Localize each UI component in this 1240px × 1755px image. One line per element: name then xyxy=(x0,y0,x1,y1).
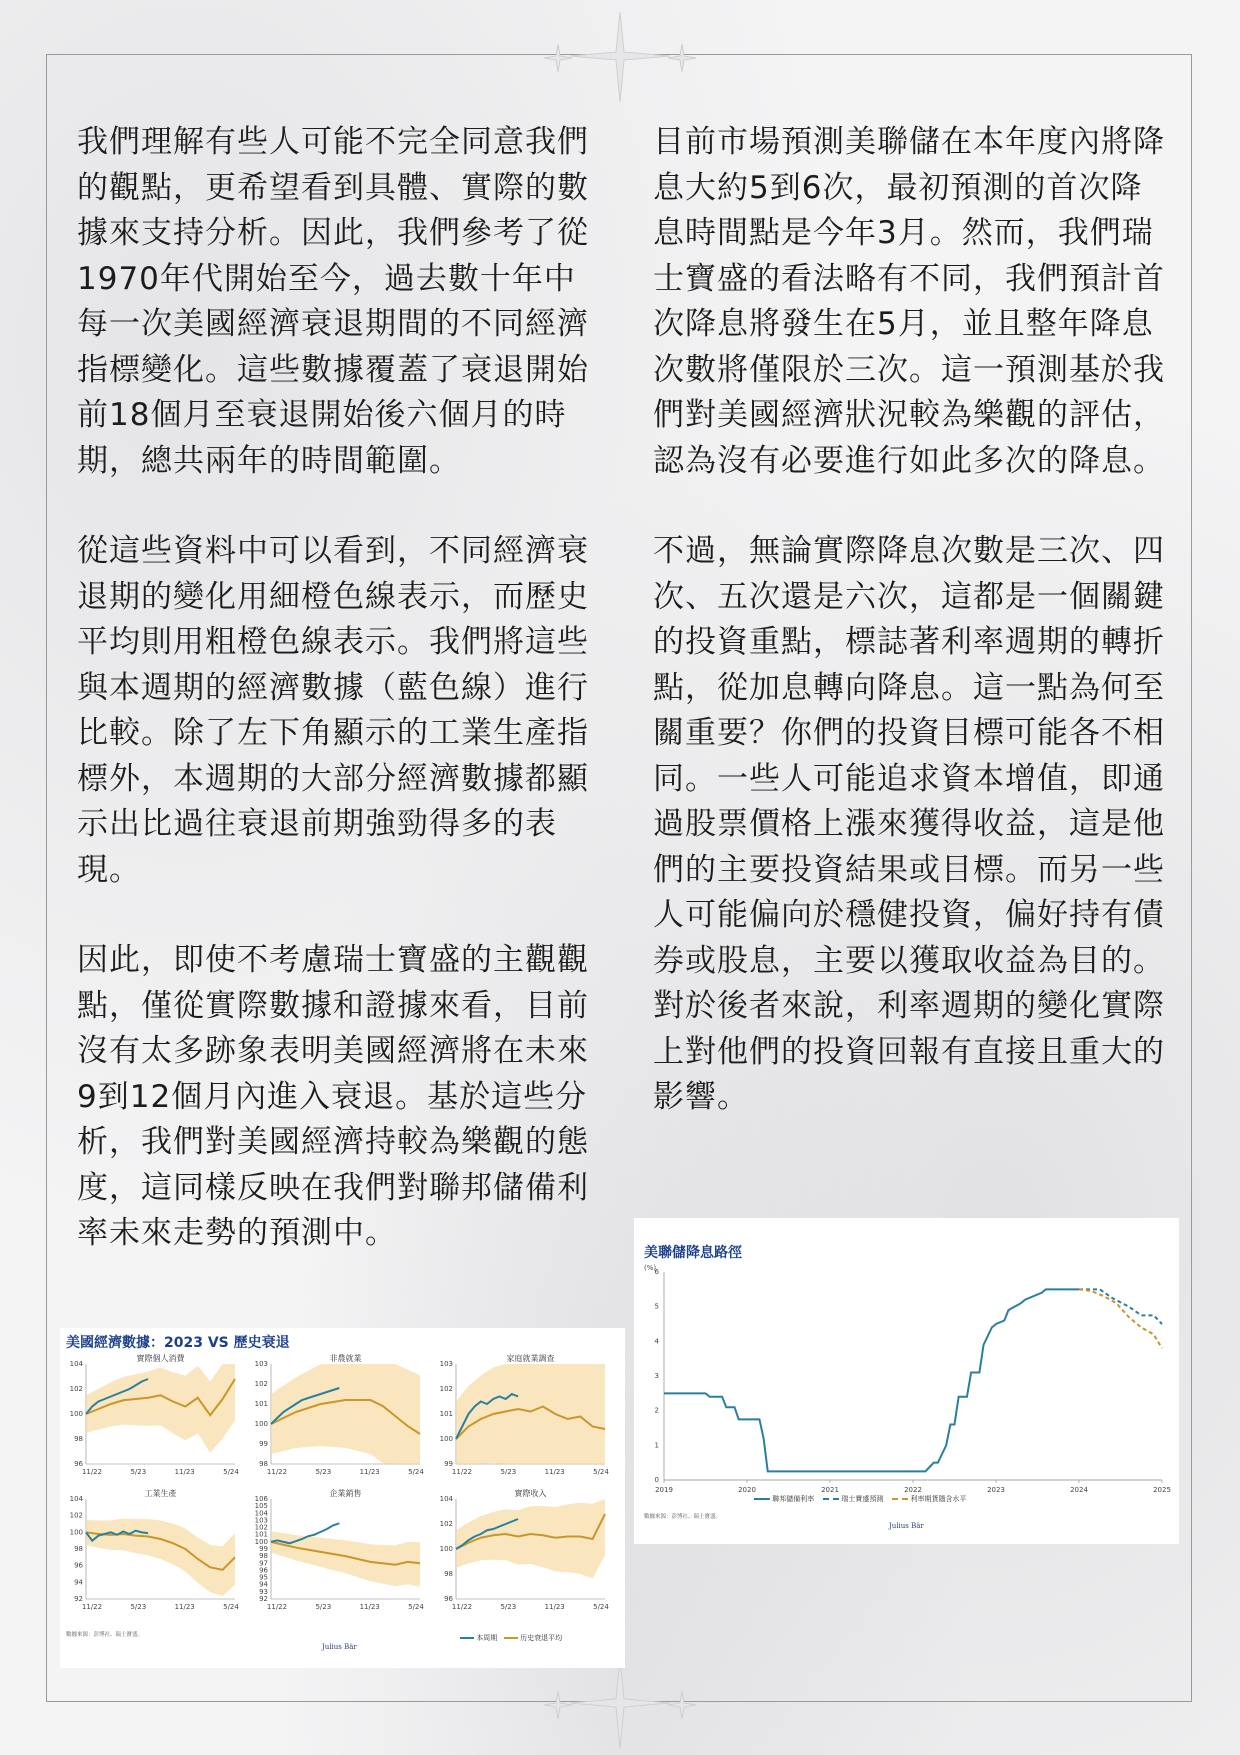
y-tick-label: 99 xyxy=(444,1460,453,1468)
paragraph: 目前市場預測美聯儲在本年度內將降息大約5到6次，最初預測的首次降息時間點是今年3月。然而，我們瑞士寶盛的看法略有不同，我們預計首次降息將發生在5月，並且整年降息次數將僅限於三次。這一預測基於我們對美國經濟狀況較為樂觀的評估，認為沒有必要進行如此多次的降息。 xyxy=(653,124,1165,479)
x-tick-label: 5/24 xyxy=(593,1468,609,1476)
y-tick-label: 93 xyxy=(259,1587,268,1596)
y-tick-label: 100 xyxy=(69,1410,83,1418)
x-tick-label: 2020 xyxy=(738,1486,756,1494)
fed-path-chart xyxy=(634,1262,1179,1512)
legend-item: 本周期 xyxy=(476,1634,498,1642)
y-tick-label: 3 xyxy=(654,1372,659,1380)
y-tick-label: 104 xyxy=(69,1495,83,1503)
julius-baer-logo: Julius Bär xyxy=(889,1522,924,1530)
y-tick-label: 103 xyxy=(254,1360,268,1368)
x-tick-label: 5/24 xyxy=(408,1603,424,1611)
x-tick-label: 2023 xyxy=(987,1486,1005,1494)
x-tick-label: 11/23 xyxy=(544,1603,565,1611)
y-tick-label: 102 xyxy=(69,1511,83,1520)
y-tick-label: 98 xyxy=(444,1570,453,1578)
y-tick-label: 100 xyxy=(439,1435,453,1443)
panel-title: 家庭就業調查 xyxy=(506,1354,555,1363)
x-tick-label: 2024 xyxy=(1070,1486,1088,1494)
y-tick-label: 102 xyxy=(254,1523,268,1532)
economic-panels-chart xyxy=(60,1352,625,1652)
y-tick-label: 102 xyxy=(439,1385,453,1393)
panel xyxy=(255,1488,425,1611)
series-line-fed-rate xyxy=(664,1289,1079,1471)
panel-title: 工業生產 xyxy=(144,1489,177,1498)
y-tick-label: 105 xyxy=(254,1502,268,1511)
x-tick-label: 5/24 xyxy=(223,1603,239,1611)
y-tick-label: 100 xyxy=(69,1528,83,1537)
legend-item: 聯邦儲備利率 xyxy=(772,1495,815,1503)
y-tick-label: 92 xyxy=(74,1595,83,1603)
y-tick-label: 0 xyxy=(654,1476,659,1484)
y-tick-label: 97 xyxy=(259,1559,268,1568)
legend-item: 利率期貨隱含水平 xyxy=(910,1495,967,1503)
x-tick-label: 11/22 xyxy=(266,1468,288,1476)
panel xyxy=(255,1353,425,1476)
panel xyxy=(440,1488,610,1611)
panel xyxy=(70,1353,240,1476)
y-tick-label: 99 xyxy=(259,1440,268,1448)
series-line-futures-implied xyxy=(1079,1289,1162,1348)
x-tick-label: 11/22 xyxy=(451,1603,473,1611)
left-column xyxy=(77,120,597,1302)
y-tick-label: 103 xyxy=(254,1516,268,1525)
figure-title: 美聯儲降息路徑 xyxy=(644,1245,742,1261)
x-tick-label: 11/23 xyxy=(359,1468,380,1476)
y-tick-label: 102 xyxy=(439,1520,453,1528)
x-tick-label: 11/22 xyxy=(451,1468,473,1476)
economic-data-figure xyxy=(60,1328,625,1668)
y-tick-label: 106 xyxy=(254,1495,268,1503)
x-tick-label: 11/23 xyxy=(174,1468,195,1476)
y-tick-label: 98 xyxy=(259,1460,268,1468)
y-tick-label: 104 xyxy=(439,1495,453,1503)
julius-baer-logo: Julius Bär xyxy=(322,1643,357,1651)
y-tick-label: 102 xyxy=(254,1380,268,1388)
source-note: 數據來源：彭博社、瑞士寶盛。 xyxy=(66,1632,144,1638)
legend-item: 历史衰退平均 xyxy=(520,1634,563,1642)
x-tick-label: 11/23 xyxy=(359,1603,380,1611)
x-tick-label: 11/23 xyxy=(544,1468,565,1476)
y-tick-label: 103 xyxy=(439,1360,453,1368)
y-tick-label: 96 xyxy=(444,1595,453,1603)
y-tick-label: 6 xyxy=(654,1268,659,1276)
x-tick-label: 11/22 xyxy=(81,1468,103,1476)
y-tick-label: 98 xyxy=(74,1545,83,1553)
source-note: 數據來源：彭博社、瑞士寶盛。 xyxy=(644,1514,722,1520)
y-tick-label: 100 xyxy=(254,1420,268,1428)
panel-title: 實際收入 xyxy=(514,1489,547,1498)
recession-range-band xyxy=(456,1364,605,1464)
fed-path-figure xyxy=(634,1218,1179,1544)
top-ornament-icon xyxy=(520,8,720,108)
y-tick-label: 98 xyxy=(259,1552,268,1561)
x-tick-label: 5/23 xyxy=(315,1468,332,1476)
y-tick-label: 1 xyxy=(654,1441,659,1450)
recession-range-band xyxy=(86,1519,235,1597)
recession-range-band xyxy=(271,1531,420,1587)
y-tick-label: 104 xyxy=(254,1509,268,1518)
paragraph: 不過，無論實際降息次數是三次、四次、五次還是六次，這都是一個關鍵的投資重點，標誌著利率週期的轉折點，從加息轉向降息。這一點為何至關重要？你們的投資目標可能各不相同。一些人可能追求資本增值，即通過股票價格上漲來獲得收益，這是他們的主要投資結果或目標。而另一些人可能偏向於穩健投資，偏好持有債券或股息，主要以獲取收益為目的。對於後者來說，利率週期的變化實際上對他們的投資回報有直接且重大的影響。 xyxy=(653,533,1165,1115)
y-tick-label: 98 xyxy=(74,1435,83,1443)
y-tick-label: 100 xyxy=(254,1537,268,1546)
x-tick-label: 2021 xyxy=(821,1486,839,1494)
x-tick-label: 2022 xyxy=(904,1486,922,1494)
y-tick-label: 95 xyxy=(259,1573,268,1582)
legend xyxy=(460,1633,562,1643)
y-axis-label: (%) xyxy=(644,1264,657,1272)
y-tick-label: 99 xyxy=(259,1545,268,1553)
y-tick-label: 4 xyxy=(654,1337,659,1346)
x-tick-label: 2019 xyxy=(655,1486,673,1494)
y-tick-label: 102 xyxy=(69,1385,83,1393)
x-tick-label: 5/23 xyxy=(315,1603,332,1611)
paragraph: 因此，即使不考慮瑞士寶盛的主觀觀點，僅從實際數據和證據來看，目前沒有太多跡象表明美國經濟將在未來9到12個月內進入衰退。基於這些分析，我們對美國經濟持較為樂觀的態度，這同樣反映在我們對聯邦儲備利率未來走勢的預測中。 xyxy=(77,942,589,1251)
y-tick-label: 101 xyxy=(254,1400,268,1408)
x-tick-label: 11/22 xyxy=(81,1603,103,1611)
panel xyxy=(70,1488,240,1611)
y-tick-label: 92 xyxy=(259,1595,268,1603)
recession-range-band xyxy=(86,1364,235,1453)
x-tick-label: 5/23 xyxy=(500,1468,517,1476)
x-tick-label: 11/23 xyxy=(174,1603,195,1611)
panel-title: 非農就業 xyxy=(329,1354,362,1363)
x-tick-label: 5/24 xyxy=(593,1603,609,1611)
paragraph: 從這些資料中可以看到，不同經濟衰退期的變化用細橙色線表示，而歷史平均則用粗橙色線表示。我們將這些與本週期的經濟數據（藍色線）進行比較。除了左下角顯示的工業生產指標外，本週期的大部分經濟數據都顯示出比過往衰退前期強勁得多的表現。 xyxy=(77,533,589,888)
x-tick-label: 11/22 xyxy=(266,1603,288,1611)
x-tick-label: 5/23 xyxy=(130,1468,147,1476)
figure-title: 美國經濟數據：2023 VS 歷史衰退 xyxy=(66,1335,290,1351)
x-tick-label: 5/23 xyxy=(500,1603,517,1611)
y-tick-label: 5 xyxy=(654,1302,659,1311)
y-tick-label: 100 xyxy=(439,1545,453,1553)
x-tick-label: 5/23 xyxy=(130,1603,147,1611)
paragraph: 我們理解有些人可能不完全同意我們的觀點，更希望看到具體、實際的數據來支持分析。因此，我們參考了從1970年代開始至今，過去數十年中每一次美國經濟衰退期間的不同經濟指標變化。這些數據覆蓋了衰退開始前18個月至衰退開始後六個月的時期，總共兩年的時間範圍。 xyxy=(77,124,589,479)
bottom-ornament-icon xyxy=(520,1655,720,1755)
y-tick-label: 101 xyxy=(439,1410,453,1418)
y-tick-label: 94 xyxy=(259,1580,268,1589)
y-tick-label: 2 xyxy=(654,1406,659,1415)
x-tick-label: 5/24 xyxy=(408,1468,424,1476)
panel-title: 企業銷售 xyxy=(329,1489,362,1498)
panel-title: 實際個人消費 xyxy=(136,1354,185,1363)
y-tick-label: 104 xyxy=(69,1360,83,1368)
legend xyxy=(754,1494,967,1504)
right-column xyxy=(653,120,1173,1166)
y-tick-label: 96 xyxy=(74,1561,83,1570)
y-tick-label: 101 xyxy=(254,1530,268,1539)
panel xyxy=(440,1353,610,1476)
y-tick-label: 96 xyxy=(74,1460,83,1468)
x-tick-label: 5/24 xyxy=(223,1468,239,1476)
y-tick-label: 96 xyxy=(259,1566,268,1575)
y-tick-label: 94 xyxy=(74,1578,83,1587)
x-tick-label: 2025 xyxy=(1153,1486,1171,1494)
legend-item: 瑞士寶盛預測 xyxy=(841,1495,884,1503)
